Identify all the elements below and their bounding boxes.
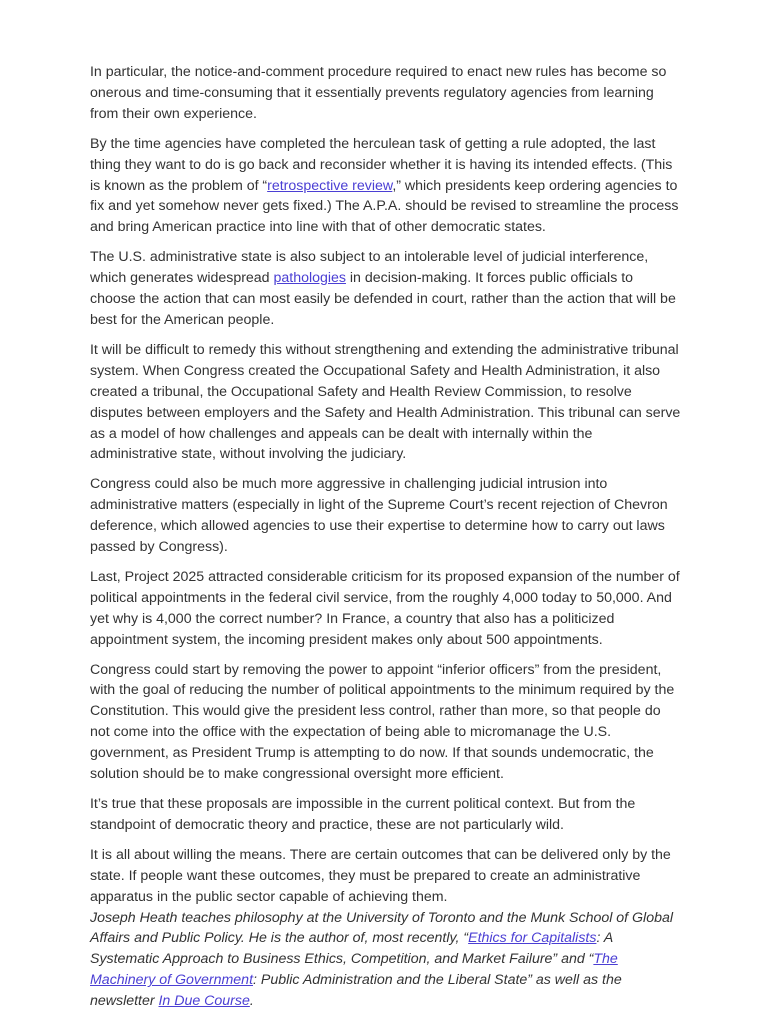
bio-link-2[interactable]: In Due Course [158, 993, 250, 1010]
text-run: It is all about willing the means. There are certain outcomes that can be delivered only by the state. If people want these outcomes, they must be prepared to create an administrative apparatus in the public sector capable of achieving them. [90, 846, 671, 905]
paragraph-list [90, 62, 682, 908]
text-run: It’s true that these proposals are impossible in the current political context. But from the standpoint of democratic theory and practice, these are not particularly wild. [90, 796, 636, 833]
text-run: The U.S. administrative state is also subject to an intolerable level of judicial interference, which generates widespread [90, 249, 649, 287]
paragraph-2-link-0[interactable]: retrospective review [267, 177, 393, 194]
paragraph-8 [90, 794, 682, 836]
text-run: Congress could also be much more aggressive in challenging judicial intrusion into administrative matters (especially in light of the Supreme Court’s recent rejection of Chevron deference, which allowed agencies to use their expertise to determine how to carry out laws passed by Congress). [90, 476, 668, 556]
paragraph-2 [90, 134, 682, 239]
paragraph-1 [90, 62, 682, 125]
text-run: in decision-making. It forces public officials to choose the action that can most easily be defended in court, rather than the action that will be best for the American people. [90, 270, 676, 328]
paragraph-4 [90, 340, 682, 465]
text-run: . [249, 993, 254, 1010]
text-run: Last, Project 2025 attracted considerable criticism for its proposed expansion of the number of political appointments in the federal civil service, from the roughly 4,000 today to 50,000. And yet why is 4,000 the correct number? In France, a country that also has a politicized appointment system, the incoming president makes only about 500 appointments. [90, 568, 680, 648]
paragraph-5 [90, 474, 682, 558]
paragraph-6 [90, 567, 682, 651]
paragraph-9 [90, 845, 682, 908]
paragraph-3-link-0[interactable]: pathologies [273, 270, 346, 287]
text-run: : A Systematic Approach to Business Ethics, Competition, and Market Failure” and “ [90, 930, 613, 968]
text-run: By the time agencies have completed the herculean task of getting a rule adopted, the last thing they want to do is go back and reconsider whether it is having its intended effects. (This is known as the problem of “ [90, 135, 673, 194]
paragraph-3 [90, 247, 682, 331]
bio-link-1[interactable]: The Machinery of Government [90, 951, 618, 989]
paragraph-7 [90, 660, 682, 785]
article-body [90, 62, 682, 1012]
text-run: Joseph Heath teaches philosophy at the University of Toronto and the Munk School of Global Affairs and Public Policy. He is the author of, most recently, “ [90, 909, 673, 947]
text-run: In particular, the notice-and-comment procedure required to enact new rules has become so onerous and time-consuming that it essentially prevents regulatory agencies from learning from their own experience. [90, 64, 667, 122]
bio-link-0[interactable]: Ethics for Capitalists [468, 930, 597, 947]
author-bio [90, 908, 682, 1012]
text-run: It will be difficult to remedy this without strengthening and extending the administrative tribunal system. When Congress created the Occupational Safety and Health Administration, it also created a tribunal, the Occupational Safety and Health Review Commission, to resolve disputes between employers and the Safety and Health Administration. This tribunal can serve as a model of how challenges and appeals can be dealt with internally within the administrative state, without involving the judiciary. [90, 341, 681, 463]
text-run: Congress could start by removing the power to appoint “inferior officers” from the president, with the goal of reducing the number of political appointments to the minimum required by the Constitution. This would give the president less control, rather than more, so that people do not come into the office with the expectation of being able to micromanage the U.S. government, as President Trump is attempting to do now. If that sounds undemocratic, the solution should be to make congressional oversight more efficient. [90, 661, 675, 783]
text-run: ,” which presidents keep ordering agencies to fix and yet somehow never gets fixed.) The A.P.A. should be revised to streamline the process and bring American practice into line with that of other democratic states. [90, 177, 679, 236]
text-run: : Public Administration and the Liberal State” as well as the newsletter [90, 972, 622, 1010]
